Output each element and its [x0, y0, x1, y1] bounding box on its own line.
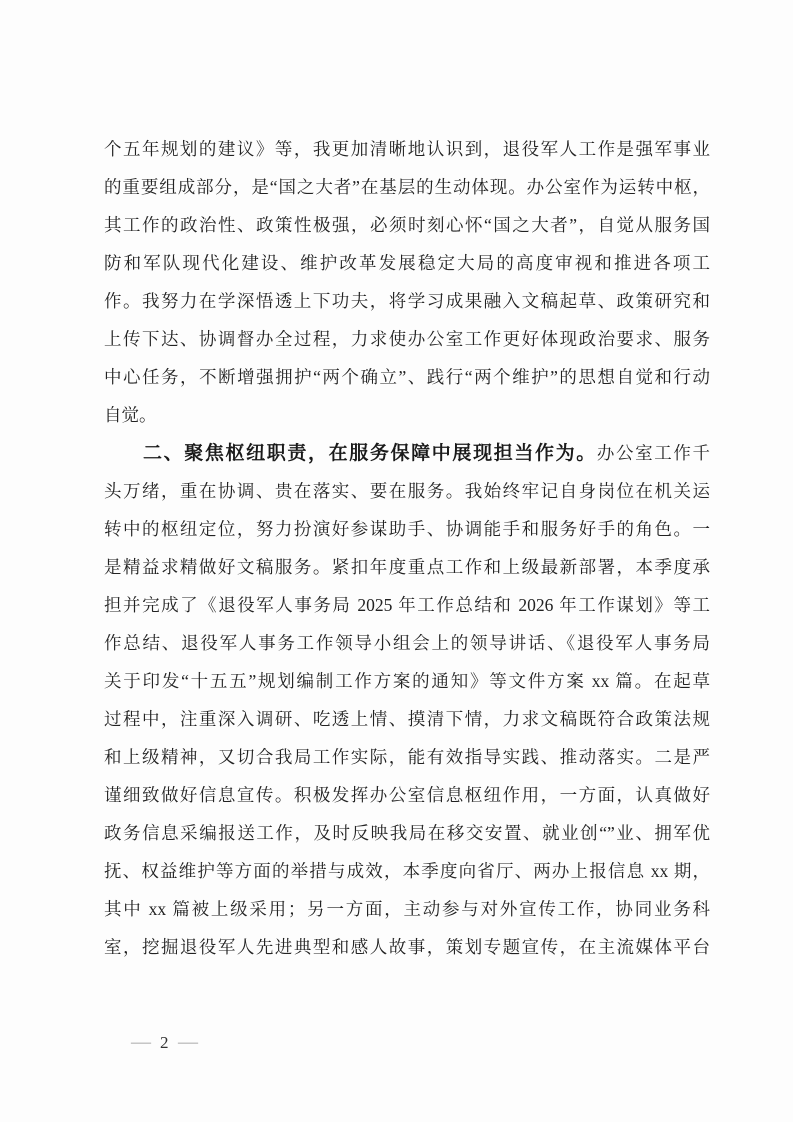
text-line: [104, 396, 710, 434]
body-text-segment: 自觉。: [104, 405, 157, 425]
page-number-dash-left: —: [131, 1034, 151, 1051]
page-number-value: 2: [160, 1033, 169, 1052]
body-text-segment: 谨细致做好信息宣传。积极发挥办公室信息枢纽作用，一方面，认真做好: [104, 785, 710, 805]
text-line: [104, 624, 710, 662]
body-text-segment: 办公室工作千: [596, 443, 710, 463]
body-text-segment: 政务信息采编报送工作，及时反映我局在移交安置、就业创“”业、拥军优: [104, 823, 710, 843]
text-line: [104, 586, 710, 624]
body-text-segment: 其中 xx 篇被上级采用；另一方面，主动参与对外宣传工作，协同业务科: [104, 899, 710, 919]
body-text-segment: 防和军队现代化建设、维护改革发展稳定大局的高度审视和推进各项工: [104, 253, 710, 273]
body-text-segment: 其工作的政治性、政策性极强，必须时刻心怀“国之大者”，自觉从服务国: [104, 215, 710, 235]
page-number: [133, 1030, 196, 1056]
text-line: [104, 928, 710, 966]
body-text-segment: 个五年规划的建议》等，我更加清晰地认识到，退役军人工作是强军事业: [104, 139, 710, 159]
body-text-segment: 的重要组成部分，是“国之大者”在基层的生动体现。办公室作为运转中枢，: [104, 177, 710, 197]
text-line: [104, 852, 710, 890]
body-text-segment: 关于印发“十五五”规划编制工作方案的通知》等文件方案 xx 篇。在起草: [104, 671, 710, 691]
text-line: [104, 206, 710, 244]
text-line: [104, 890, 710, 928]
text-line: [104, 244, 710, 282]
text-line: [104, 700, 710, 738]
body-text-segment: 和上级精神，又切合我局工作实际，能有效指导实践、推动落实。二是严: [104, 747, 710, 767]
text-line: [104, 814, 710, 852]
text-line: [104, 434, 710, 472]
text-line: [104, 776, 710, 814]
text-line: [104, 510, 710, 548]
body-text-segment: 作总结、退役军人事务工作领导小组会上的领导讲话、《退役军人事务局: [104, 633, 710, 653]
document-body: [104, 130, 710, 966]
text-line: [104, 548, 710, 586]
text-line: [104, 130, 710, 168]
body-text-segment: 室，挖掘退役军人先进典型和感人故事，策划专题宣传，在主流媒体平台: [104, 937, 710, 957]
page-number-dash-right: —: [177, 1034, 198, 1051]
section-heading-segment: 二、聚焦枢纽职责，在服务保障中展现担当作为。: [143, 443, 597, 464]
body-text-segment: 转中的枢纽定位，努力扮演好参谋助手、协调能手和服务好手的角色。一: [104, 519, 710, 539]
body-text-segment: 中心任务，不断增强拥护“两个确立”、践行“两个维护”的思想自觉和行动: [104, 367, 710, 387]
body-text-segment: 担并完成了《退役军人事务局 2025 年工作总结和 2026 年工作谋划》等工: [104, 595, 710, 615]
text-line: [104, 168, 710, 206]
body-text-segment: 作。我努力在学深悟透上下功夫，将学习成果融入文稿起草、政策研究和: [104, 291, 710, 311]
body-text-segment: 是精益求精做好文稿服务。紧扣年度重点工作和上级最新部署，本季度承: [104, 557, 710, 577]
body-text-segment: 过程中，注重深入调研、吃透上情、摸清下情，力求文稿既符合政策法规: [104, 709, 710, 729]
text-line: [104, 282, 710, 320]
text-line: [104, 472, 710, 510]
body-text-segment: 上传下达、协调督办全过程，力求使办公室工作更好体现政治要求、服务: [104, 329, 710, 349]
text-line: [104, 320, 710, 358]
text-line: [104, 662, 710, 700]
text-line: [104, 738, 710, 776]
body-text-segment: 头万绪，重在协调、贵在落实、要在服务。我始终牢记自身岗位在机关运: [104, 481, 710, 501]
body-text-segment: 抚、权益维护等方面的举措与成效，本季度向省厅、两办上报信息 xx 期，: [104, 861, 710, 881]
text-line: [104, 358, 710, 396]
